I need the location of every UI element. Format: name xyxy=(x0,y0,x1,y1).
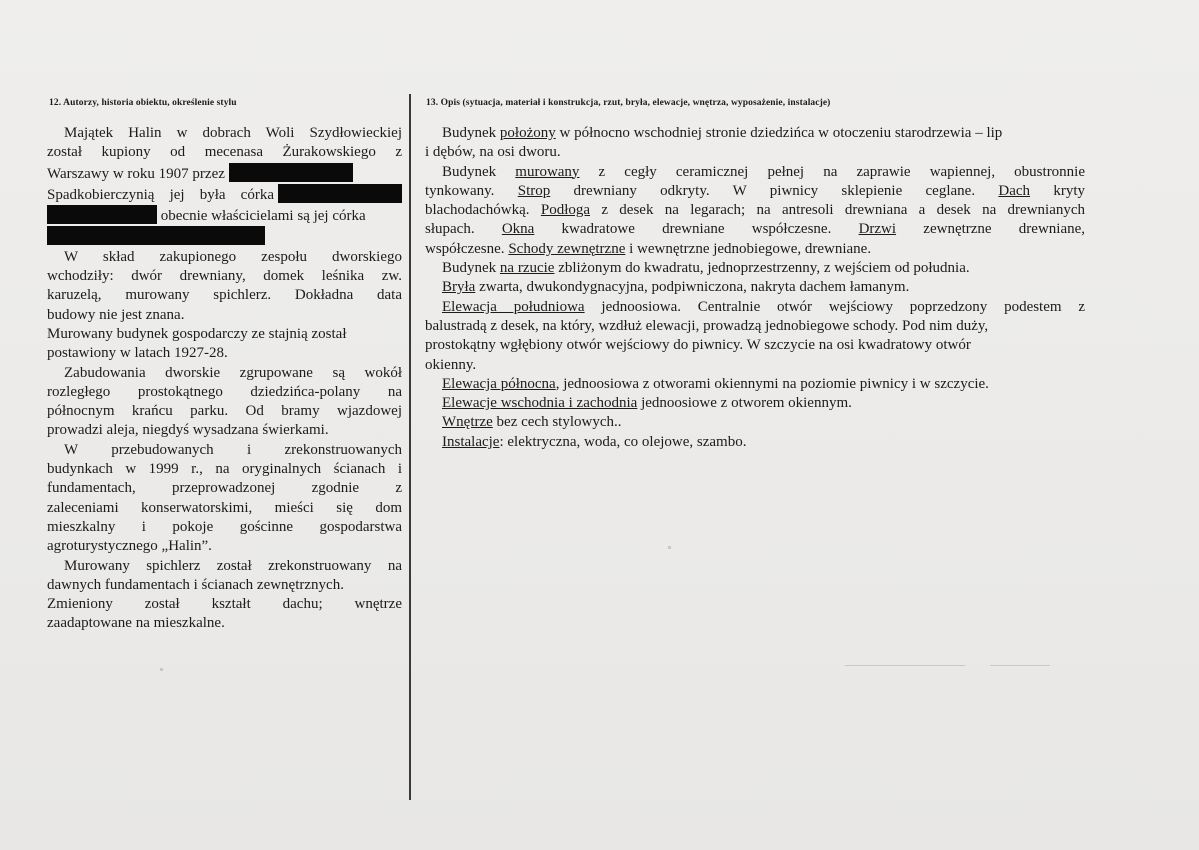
text-line: rozległego prostokątnego dziedzińca-polany na xyxy=(47,383,402,400)
text-line: Budynek na rzucie zbliżonym do kwadratu, jednoprzestrzenny, z wejściem od południa. xyxy=(442,260,970,277)
text-line: został kupiony od mecenasa Żurakowskiego z xyxy=(47,144,402,161)
text-fragment: Spadkobierczynią jej była córka xyxy=(47,186,274,203)
text-line: Bryła zwarta, dwukondygnacyjna, podpiwniczona, nakryta dachem łamanym. xyxy=(442,279,910,296)
section-12-heading: 12. Autorzy, historia obiektu, określenie stylu xyxy=(49,98,237,108)
text-line: północnym krańcu parku. Od bramy wjazdowej xyxy=(47,403,402,420)
text-line: tynkowany. Strop drewniany odkryty. W piwnicy sklepienie ceglane. Dach kryty xyxy=(425,182,1085,199)
scan-mark xyxy=(668,546,671,549)
text-line: prostokątny wgłębiony otwór wejściowy do piwnicy. W szczycie na osi kwadratowy otwór xyxy=(425,337,971,354)
redaction-block xyxy=(47,205,157,224)
scan-mark xyxy=(845,665,965,666)
scan-mark xyxy=(990,665,1050,666)
text-line: Wnętrze bez cech stylowych.. xyxy=(442,414,622,431)
text-line xyxy=(47,205,402,226)
text-line: Elewacja południowa jednoosiowa. Centralnie otwór wejściowy poprzedzony podestem z xyxy=(442,298,1086,315)
text-line: i dębów, na osi dworu. xyxy=(425,144,561,161)
text-line: Instalacje: elektryczna, woda, co olejowe, szambo. xyxy=(442,433,747,450)
text-line: Elewacje wschodnia i zachodnia jednoosiowe z otworem okiennym. xyxy=(442,395,852,412)
history-text xyxy=(47,124,402,634)
redaction-block xyxy=(229,163,353,182)
text-line: Murowany budynek gospodarczy ze stajnią został xyxy=(47,325,347,342)
text-line: agroturystycznego „Halin”. xyxy=(47,538,212,555)
text-fragment: obecnie właścicielami są jej córka xyxy=(160,208,366,225)
text-line: Budynek murowany z cegły ceramicznej pełnej na zaprawie wapiennej, obustronnie xyxy=(442,163,1086,180)
text-line: Elewacja północna, jednoosiowa z otworami okiennymi na poziomie piwnicy i w szczycie. xyxy=(442,375,989,392)
text-line: współczesne. Schody zewnętrzne i wewnętrzne jednobiegowe, drewniane. xyxy=(425,240,872,257)
text-line: postawiony w latach 1927-28. xyxy=(47,345,228,362)
text-line: wchodziły: dwór drewniany, domek leśnika zw. xyxy=(47,268,402,285)
redaction-block xyxy=(278,184,402,203)
text-line: mieszkalny i pokoje gościnne gospodarstwa xyxy=(47,518,402,535)
text-line xyxy=(47,163,402,184)
text-line: zaleceniami konserwatorskimi, mieści się dom xyxy=(47,499,402,516)
text-line: fundamentach, przeprowadzonej zgodnie z xyxy=(47,480,402,497)
text-line: zaadaptowane na mieszkalne. xyxy=(47,615,225,632)
text-line: Zmieniony został kształt dachu; wnętrze xyxy=(47,596,402,613)
redaction-block xyxy=(47,226,265,245)
text-fragment: Warszawy w roku 1907 przez xyxy=(47,165,225,182)
text-line: W przebudowanych i zrekonstruowanych xyxy=(64,441,402,458)
scan-mark xyxy=(160,668,163,671)
text-line: Zabudowania dworskie zgrupowane są wokół xyxy=(64,364,402,381)
text-line: karuzelą, murowany spichlerz. Dokładna data xyxy=(47,287,402,304)
text-line: słupach. Okna kwadratowe drewniane współczesne. Drzwi zewnętrzne drewniane, xyxy=(425,221,1086,238)
text-line: budowy nie jest znana. xyxy=(47,306,185,323)
text-line: budynkach w 1999 r., na oryginalnych ścianach i xyxy=(47,461,402,478)
section-13-heading: 13. Opis (sytuacja, materiał i konstrukcja, rzut, bryła, elewacje, wnętrza, wyposażenie, instalacje) xyxy=(426,98,831,108)
description-text xyxy=(425,124,1085,452)
text-line: balustradą z desek, na który, wzdłuż elewacji, prowadzą jednobiegowe schody. Pod nim duży, xyxy=(425,317,989,334)
text-line: prowadzi aleja, niegdyś wysadzana świerkami. xyxy=(47,422,329,439)
text-line: okienny. xyxy=(425,356,477,373)
text-line: Budynek położony w północno wschodniej stronie dziedzińca w otoczeniu starodrzewia – lip xyxy=(442,125,1003,141)
text-line: Murowany spichlerz został zrekonstruowany na xyxy=(64,557,402,574)
text-line: dawnych fundamentach i ścianach zewnętrznych. xyxy=(47,576,344,593)
text-line: blachodachówką. Podłoga z desek na legarach; na antresoli drewniana a desek na drewnianych xyxy=(425,202,1086,219)
text-line: W skład zakupionego zespołu dworskiego xyxy=(64,248,402,265)
text-line xyxy=(47,226,402,247)
text-line: Majątek Halin w dobrach Woli Szydłowieckiej xyxy=(64,125,402,141)
column-divider xyxy=(409,94,411,800)
text-line xyxy=(47,184,402,205)
